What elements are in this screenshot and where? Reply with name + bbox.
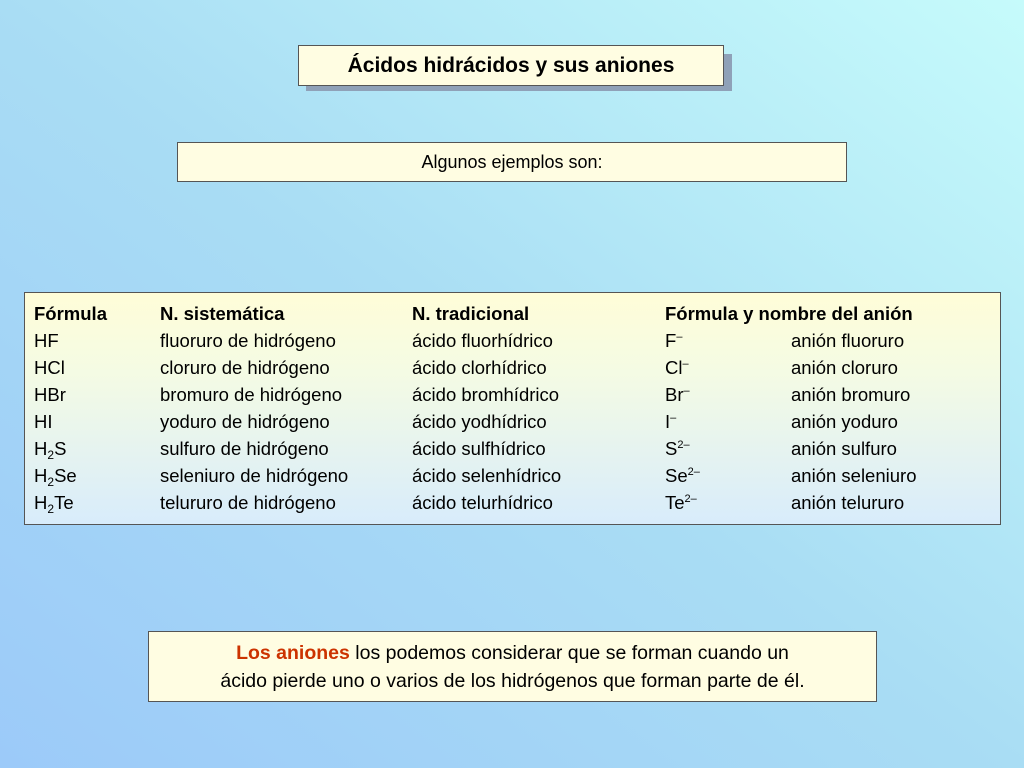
anion-symbol: S (665, 438, 678, 459)
anion-formula-cell (665, 435, 690, 462)
anion-charge: 2– (687, 466, 700, 478)
anion-charge: – (676, 331, 683, 343)
formula-cell (34, 462, 77, 489)
systematic-name-cell: cloruro de hidrógeno (160, 357, 330, 378)
page-title-text: Ácidos hidrácidos y sus aniones (347, 53, 675, 77)
formula-base: H (34, 492, 48, 513)
anion-name-cell: anión yoduro (791, 411, 898, 432)
anion-name-cell: anión fluoruro (791, 330, 905, 351)
systematic-name-cell: telururo de hidrógeno (160, 492, 336, 513)
anion-formula-cell (665, 381, 690, 408)
anion-symbol: I (665, 411, 671, 432)
traditional-name-cell: ácido sulfhídrico (412, 438, 546, 459)
intro-text: Algunos ejemplos son: (421, 151, 603, 172)
anion-symbol: Se (665, 465, 688, 486)
formula-base: HI (34, 411, 53, 432)
anion-name-cell: anión telururo (791, 492, 905, 513)
traditional-name-cell: ácido fluorhídrico (412, 330, 553, 351)
header-anion: Fórmula y nombre del anión (665, 303, 913, 324)
anion-charge: 2– (684, 493, 697, 505)
intro-box (177, 142, 847, 182)
traditional-name-cell: ácido clorhídrico (412, 357, 547, 378)
anion-formula-cell (665, 462, 700, 489)
formula-cell (34, 327, 59, 354)
formula-rest: Se (54, 465, 77, 486)
formula-base: HBr (34, 384, 66, 405)
anion-name-cell: anión bromuro (791, 384, 911, 405)
note-line-2: ácido pierde uno o varios de los hidrógenos que forman parte de él. (220, 669, 805, 692)
table-row (25, 354, 1000, 381)
table-row (25, 489, 1000, 516)
note-line-1 (236, 639, 789, 667)
traditional-name-cell: ácido selenhídrico (412, 465, 562, 486)
table-row (25, 408, 1000, 435)
systematic-name-cell: sulfuro de hidrógeno (160, 438, 329, 459)
traditional-name-cell: ácido telurhídrico (412, 492, 553, 513)
formula-base: H (34, 438, 48, 459)
anion-name-cell: anión sulfuro (791, 438, 897, 459)
anion-formula-cell (665, 489, 697, 516)
systematic-name-cell: fluoruro de hidrógeno (160, 330, 336, 351)
formula-rest: S (54, 438, 67, 459)
table-header-row (25, 300, 1000, 327)
formula-subscript: 2 (47, 448, 55, 462)
formula-rest: Te (54, 492, 74, 513)
anion-formula-cell (665, 354, 689, 381)
table-row (25, 381, 1000, 408)
formula-cell (34, 381, 66, 408)
acids-table (24, 292, 1001, 525)
anion-formula-cell (665, 408, 676, 435)
note-line-1-text: los podemos considerar que se forman cuando un (349, 641, 789, 664)
systematic-name-cell: bromuro de hidrógeno (160, 384, 343, 405)
formula-cell (34, 489, 74, 516)
formula-base: H (34, 465, 48, 486)
systematic-name-cell: seleniuro de hidrógeno (160, 465, 349, 486)
anion-symbol: Cl (665, 357, 683, 378)
note-highlight: Los aniones (236, 641, 350, 664)
header-systematic-name: N. sistemática (160, 303, 285, 324)
anion-charge: – (682, 358, 689, 370)
anion-name-cell: anión seleniuro (791, 465, 917, 486)
page-title (298, 45, 724, 86)
note-box (148, 631, 877, 702)
header-traditional-name: N. tradicional (412, 303, 530, 324)
anion-symbol: Br (665, 384, 684, 405)
traditional-name-cell: ácido yodhídrico (412, 411, 547, 432)
anion-charge: 2– (677, 439, 690, 451)
anion-charge: – (683, 385, 690, 397)
table-row (25, 435, 1000, 462)
formula-cell (34, 408, 53, 435)
header-formula: Fórmula (34, 303, 107, 324)
table-row (25, 327, 1000, 354)
formula-cell (34, 435, 66, 462)
traditional-name-cell: ácido bromhídrico (412, 384, 560, 405)
formula-subscript: 2 (47, 502, 55, 516)
formula-subscript: 2 (47, 475, 55, 489)
anion-symbol: Te (665, 492, 685, 513)
anion-formula-cell (665, 327, 682, 354)
formula-base: HF (34, 330, 59, 351)
formula-cell (34, 354, 65, 381)
anion-symbol: F (665, 330, 677, 351)
formula-base: HCl (34, 357, 65, 378)
anion-charge: – (670, 412, 677, 424)
anion-name-cell: anión cloruro (791, 357, 898, 378)
systematic-name-cell: yoduro de hidrógeno (160, 411, 330, 432)
table-row (25, 462, 1000, 489)
